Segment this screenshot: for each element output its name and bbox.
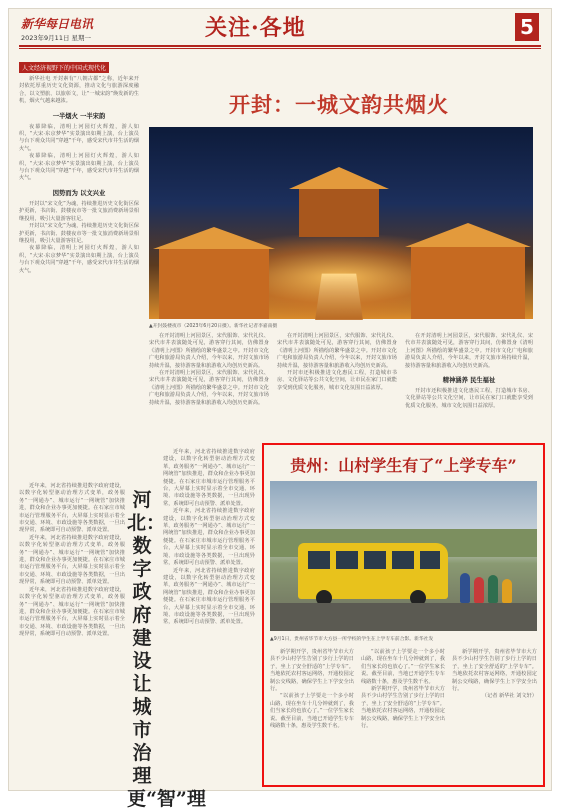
school-bus-photo	[270, 481, 537, 631]
article-kicker: 人文经济视野下的中国式现代化	[19, 62, 109, 73]
guizhou-article-box[interactable]	[262, 443, 545, 787]
photo-caption: ▲9月1日，贵州省毕节市大方县一所学校的学生在上学专车前合影。新华社发	[270, 637, 434, 642]
article-paragraph: 开封以“宋文化”为魂，持续推进历史文化街区保护更新，书店街、鼓楼夜市等一批文旅消费新场景相继投用，吸引大量游客驻足。	[19, 223, 139, 244]
photo-drum-tower	[299, 187, 379, 237]
article-paragraph: 近年来，河北省持续推进数字政府建设，以数字化转型驱动治理方式变革，政务服务“一网通办”、城市运行“一网统管”加快推进，群众和企业办事更加便捷。在石家庄市城市运行管理服务平台，大屏幕上实时显示着全市交通、环境、市政设施等各类数据，一旦出现异常，系统即可自动预警、派单处置。	[163, 508, 255, 567]
photo-building	[411, 245, 525, 319]
article-paragraph: 开封市还积极推进文化惠民工程，打造城市书房、文化驿站等公共文化空间，让市民在家门口就能享受到优质文化服务，城市文化氛围日益浓厚。	[405, 388, 533, 409]
subheading: 因势而为 以文兴业	[52, 189, 106, 197]
photo-building	[159, 247, 269, 319]
article-paragraph: 在开封清明上河园景区，宋代服饰、宋代礼仪、宋代市井表演随处可见，游客穿行其间，仿佛置身《清明上河图》所描绘的繁华盛景之中。开封市文化广电和旅游局负责人介绍，今年以来，开封文旅市场持续升温，接待游客量和旅游收入均创历史新高。	[149, 370, 269, 406]
photo-road	[270, 603, 537, 631]
photo-sky	[270, 481, 537, 536]
guizhou-body-col3	[452, 649, 537, 779]
page-number: 5	[515, 13, 539, 41]
article-intro: 新华社电 开封素有“八朝古都”之称，近年来开封依托厚重历史文化资源，推动文化与旅游深度融合，以文塑旅、以旅彰文，让“一城宋韵”焕发新的生机，烟火气越来越浓。	[19, 76, 139, 105]
bus-window	[336, 551, 358, 569]
photo-roof	[153, 227, 275, 249]
section-title: 关注·各地	[205, 15, 306, 41]
kaifeng-body-col2	[277, 333, 397, 443]
bus-window	[364, 551, 386, 569]
article-paragraph: “以前孩子上学要走一个多小时山路，现在坐车十几分钟就到了，我们当家长的也放心了。”一位学生家长说。截至目前，当地已开通学生专车线路数十条，惠及学生数千名。	[361, 649, 445, 685]
masthead	[9, 9, 551, 49]
article-paragraph: 近年来，河北省持续推进数字政府建设，以数字化转型驱动治理方式变革，政务服务“一网通办”、城市运行“一网统管”加快推进，群众和企业办事更加便捷。在石家庄市城市运行管理服务平台，大屏幕上实时显示着全市交通、环境、市政设施等各类数据，一旦出现异常，系统即可自动预警、派单处置。	[19, 586, 125, 638]
kaifeng-body-col3	[405, 333, 533, 441]
student-figure	[474, 577, 484, 603]
guizhou-body-col2	[361, 649, 445, 779]
kaifeng-night-market-photo	[149, 127, 533, 319]
masthead-divider-thin	[19, 48, 541, 49]
article-paragraph: “以前孩子上学要走一个多小时山路，现在坐车十几分钟就到了，我们当家长的也放心了。”一位学生家长说。截至目前，当地已开通学生专车线路数十条，惠及学生数千名。	[270, 693, 354, 730]
photo-street	[315, 274, 363, 320]
photo-roof	[405, 223, 531, 247]
article-paragraph: 在开封清明上河园景区，宋代服饰、宋代礼仪、宋代市井表演随处可见，游客穿行其间，仿佛置身《清明上河图》所描绘的繁华盛景之中。开封市文化广电和旅游局负责人介绍，今年以来，开封文旅市场持续升温，接待游客量和旅游收入均创历史新高。	[277, 333, 397, 369]
headline-hebei: 河北：数字政府建设让城市治理更“智”理	[127, 489, 206, 810]
article-paragraph: 近年来，河北省持续推进数字政府建设，以数字化转型驱动治理方式变革，政务服务“一网通办”、城市运行“一网统管”加快推进，群众和企业办事更加便捷。在石家庄市城市运行管理服务平台，大屏幕上实时显示着全市交通、环境、市政设施等各类数据，一旦出现异常，系统即可自动预警、派单处置。	[163, 449, 255, 507]
article-paragraph: 在开封清明上河园景区，宋代服饰、宋代礼仪、宋代市井表演随处可见，游客穿行其间，仿佛置身《清明上河图》所描绘的繁华盛景之中。开封市文化广电和旅游局负责人介绍，今年以来，开封文旅市场持续升温，接待游客量和旅游收入均创历史新高。	[149, 333, 269, 369]
article-paragraph: 夜幕降临，清明上河园灯火辉煌，游人如织，“大宋·东京梦华”实景演出如期上演，台上演员与台下观众共同“穿越”千年，感受宋代市井生活的烟火气。	[19, 245, 139, 274]
article-paragraph: 夜幕降临，清明上河园灯火辉煌，游人如织，“大宋·东京梦华”实景演出如期上演，台上演员与台下观众共同“穿越”千年，感受宋代市井生活的烟火气。	[19, 123, 139, 152]
article-paragraph: 开封以“宋文化”为魂，持续推进历史文化街区保护更新，书店街、鼓楼夜市等一批文旅消费新场景相继投用，吸引大量游客驻足。	[19, 200, 139, 222]
subheading: 精神涵养 民生福祉	[442, 377, 496, 385]
student-figure	[502, 579, 512, 603]
student-figure	[488, 575, 498, 603]
school-bus	[298, 543, 448, 599]
article-paragraph: 近年来，河北省持续推进数字政府建设，以数字化转型驱动治理方式变革，政务服务“一网通办”、城市运行“一网统管”加快推进，群众和企业办事更加便捷。在石家庄市城市运行管理服务平台，大屏幕上实时显示着全市交通、环境、市政设施等各类数据，一旦出现异常，系统即可自动预警、派单处置。	[19, 534, 125, 586]
hebei-body-col2	[163, 449, 255, 783]
article-credit: （记者 新华社 刘文轩）	[481, 693, 537, 700]
subheading: 一半烟火 一半宋韵	[52, 112, 106, 120]
headline-guizhou: 贵州：山村学生有了“上学专车”	[290, 456, 517, 475]
left-column-article	[19, 55, 139, 475]
article-paragraph: 在开封清明上河园景区，宋代服饰、宋代礼仪、宋代市井表演随处可见，游客穿行其间，仿佛置身《清明上河图》所描绘的繁华盛景之中。开封市文化广电和旅游局负责人介绍，今年以来，开封文旅市场持续升温，接待游客量和旅游收入均创历史新高。	[405, 333, 533, 369]
article-paragraph: 夜幕降临，清明上河园灯火辉煌，游人如织，“大宋·东京梦华”实景演出如期上演，台上演员与台下观众共同“穿越”千年，感受宋代市井生活的烟火气。	[19, 153, 139, 182]
student-figure	[460, 573, 470, 603]
article-paragraph: 开封市还积极推进文化惠民工程，打造城市书房、文化驿站等公共文化空间，让市民在家门口就能享受到优质文化服务，城市文化氛围日益浓厚。	[277, 370, 397, 391]
headline-kaifeng: 开封：一城文韵共烟火	[229, 92, 449, 117]
newspaper-brand: 新华每日电讯	[21, 17, 94, 31]
article-paragraph: 新学期开学，贵州省毕节市大方县不少山村学生告别了步行上学的日子，坐上了安全舒适的“上学专车”。当地依托农村客运网络，开通校园定制公交线路，确保学生上下学安全出行。	[361, 686, 445, 730]
bus-window	[392, 551, 414, 569]
photo-tower-roof	[289, 167, 389, 189]
article-paragraph: 近年来，河北省持续推进数字政府建设，以数字化转型驱动治理方式变革，政务服务“一网通办”、城市运行“一网统管”加快推进，群众和企业办事更加便捷。在石家庄市城市运行管理服务平台，大屏幕上实时显示着全市交通、环境、市政设施等各类数据，一旦出现异常，系统即可自动预警、派单处置。	[163, 567, 255, 626]
article-paragraph: 近年来，河北省持续推进数字政府建设，以数字化转型驱动治理方式变革，政务服务“一网通办”、城市运行“一网统管”加快推进，群众和企业办事更加便捷。在石家庄市城市运行管理服务平台，大屏幕上实时显示着全市交通、环境、市政设施等各类数据，一旦出现异常，系统即可自动预警、派单处置。	[19, 483, 125, 534]
masthead-divider	[19, 45, 541, 47]
hebei-body-col1	[19, 483, 125, 783]
article-paragraph: 新学期开学，贵州省毕节市大方县不少山村学生告别了步行上学的日子，坐上了安全舒适的“上学专车”。当地依托农村客运网络，开通校园定制公交线路，确保学生上下学安全出行。	[452, 649, 537, 693]
article-paragraph: 新学期开学，贵州省毕节市大方县不少山村学生告别了步行上学的日子，坐上了安全舒适的“上学专车”。当地依托农村客运网络，开通校园定制公交线路，确保学生上下学安全出行。	[270, 649, 354, 693]
kaifeng-body-col1	[149, 333, 269, 443]
newspaper-page	[8, 8, 552, 810]
bus-window	[308, 551, 330, 569]
guizhou-body-col1	[270, 649, 354, 779]
photo-caption: ▲开封鼓楼夜市（2023年6月20日摄）。新华社记者李嘉南摄	[149, 324, 278, 329]
bus-windshield	[420, 551, 440, 569]
issue-date: 2023年9月11日 星期一	[21, 34, 92, 42]
